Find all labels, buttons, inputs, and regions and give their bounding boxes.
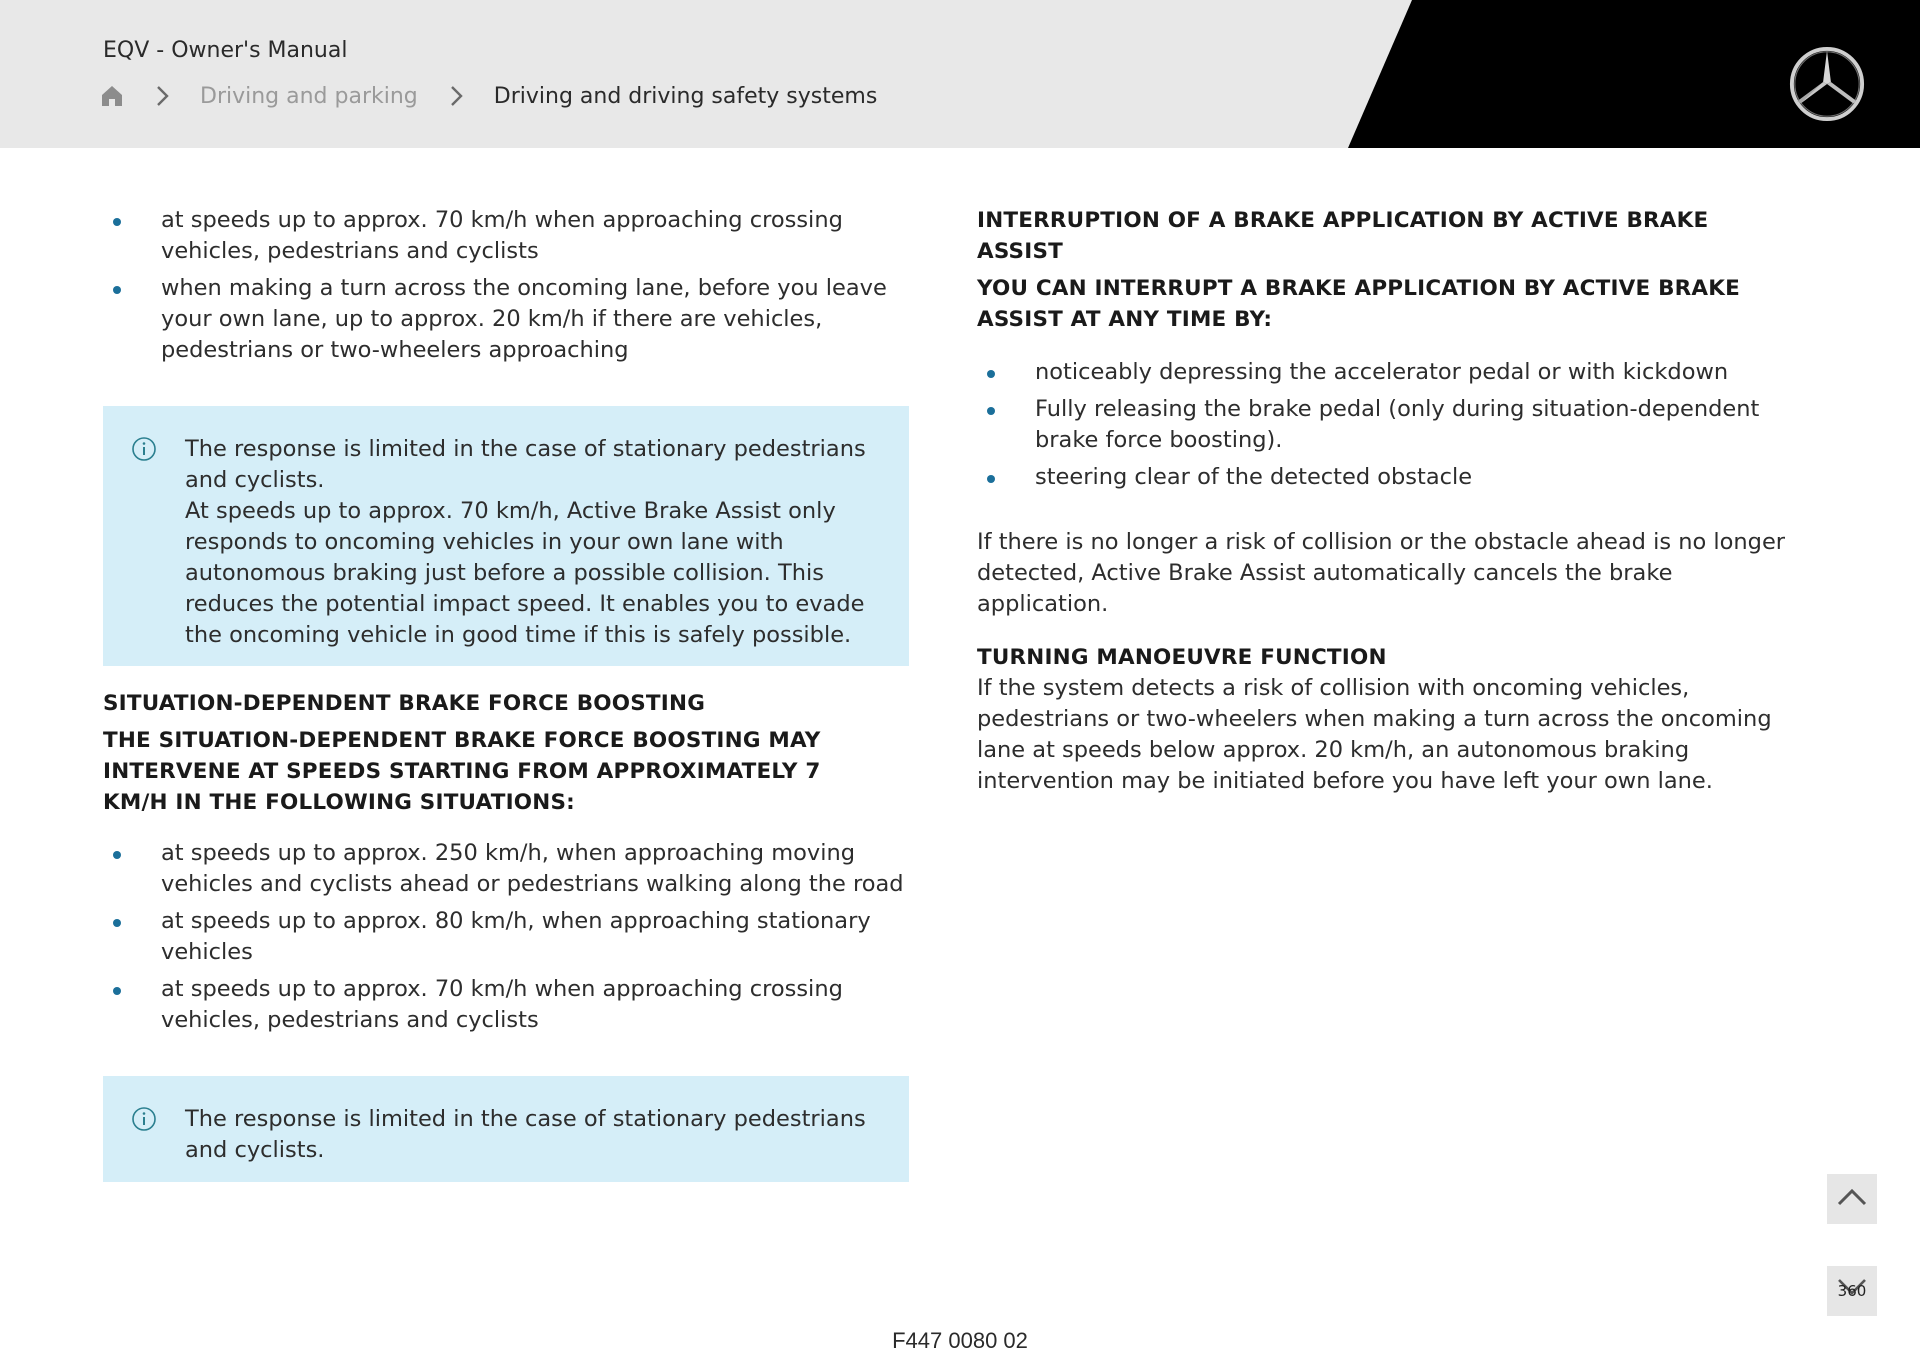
left-column [103,205,909,1182]
app-title: EQV - Owner's Manual [103,38,348,63]
list-item: noticeably depressing the accelerator pedal or with kickdown [977,357,1792,388]
home-icon[interactable] [100,84,124,108]
right-column [977,205,1792,797]
section-subheading: YOU CAN INTERRUPT A BRAKE APPLICATION BY ACTIVE BRAKE ASSIST AT ANY TIME BY: [977,276,1740,332]
info-box [103,1076,909,1182]
scroll-to-top-button[interactable] [1827,1174,1877,1224]
breadcrumb-current: Driving and driving safety systems [493,83,878,109]
three-pointed-star-logo-icon [1788,45,1866,123]
list-item: when making a turn across the oncoming lane, before you leave your own lane, up to approx. 20 km/h if there are vehicles, pedestrians or two-wheelers approaching [103,273,909,366]
section-heading: SITUATION-DEPENDENT BRAKE FORCE BOOSTING [103,691,706,716]
page-number: 360 [1837,1282,1867,1300]
bullet-list-bottom [103,838,909,1036]
section-heading: INTERRUPTION OF A BRAKE APPLICATION BY ACTIVE BRAKE ASSIST [977,208,1709,264]
list-item: at speeds up to approx. 70 km/h when approaching crossing vehicles, pedestrians and cyclists [103,974,909,1036]
bullet-list-top [103,205,909,366]
header-bar [0,0,1920,148]
list-item: steering clear of the detected obstacle [977,462,1792,493]
chevron-right-icon [150,84,174,108]
section-heading: TURNING MANOEUVRE FUNCTION [977,645,1387,670]
list-item: at speeds up to approx. 250 km/h, when approaching moving vehicles and cyclists ahead or pedestrians walking along the road [103,838,909,900]
paragraph: If there is no longer a risk of collision or the obstacle ahead is no longer detected, Active Brake Assist automatically cancels the brake application. [977,529,1786,617]
paragraph: If the system detects a risk of collision with oncoming vehicles, pedestrians or two-wheelers when making a turn across the oncoming lane at speeds below approx. 20 km/h, an autonomous braking intervention may be initiated before you have left your own lane. [977,675,1772,794]
section-subheading: THE SITUATION-DEPENDENT BRAKE FORCE BOOSTING MAY INTERVENE AT SPEEDS STARTING FROM APPROXIMATELY 7 KM/H IN THE FOLLOWING SITUATIONS: [103,728,821,815]
breadcrumb [100,80,877,112]
page-nav-button[interactable] [1827,1266,1877,1316]
list-item: at speeds up to approx. 80 km/h, when approaching stationary vehicles [103,906,909,968]
document-code: F447 0080 02 [892,1328,1028,1353]
header-black-panel [0,0,1920,148]
list-item: Fully releasing the brake pedal (only during situation-dependent brake force boosting). [977,394,1792,456]
breadcrumb-driving-and-parking[interactable]: Driving and parking [200,83,418,109]
chevron-right-icon [444,84,468,108]
info-text: The response is limited in the case of stationary pedestrians and cyclists. [185,436,866,493]
info-text: The response is limited in the case of stationary pedestrians and cyclists. [185,1106,866,1163]
list-item: at speeds up to approx. 70 km/h when approaching crossing vehicles, pedestrians and cyclists [103,205,909,267]
info-icon [131,436,157,462]
info-text: At speeds up to approx. 70 km/h, Active Brake Assist only responds to oncoming vehicles in your own lane with autonomous braking just before a possible collision. This reduces the potential impact speed. It enables you to evade the oncoming vehicle in good time if this is safely possible. [185,498,865,648]
bullet-list [977,357,1792,493]
info-icon [131,1106,157,1132]
info-box [103,406,909,666]
chevron-up-icon [1837,1187,1867,1211]
